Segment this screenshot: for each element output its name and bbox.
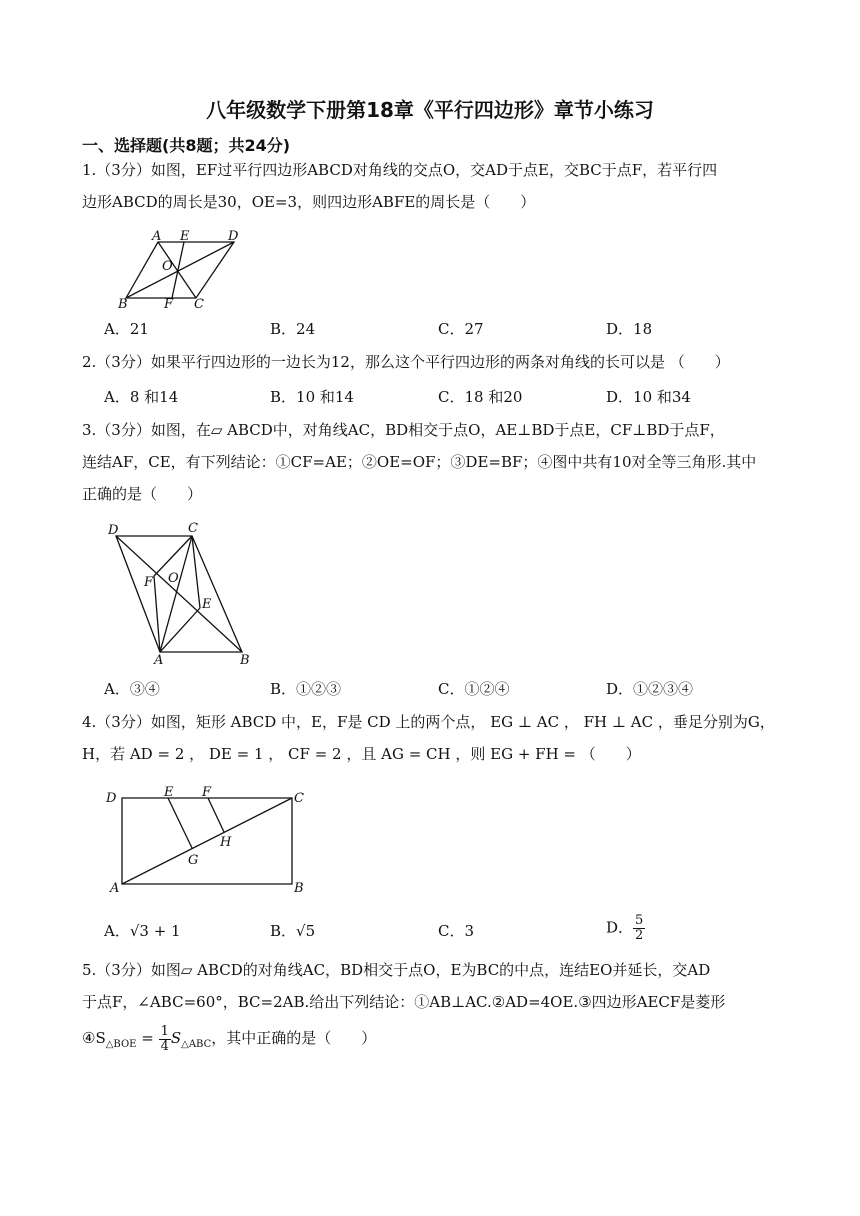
q3-label-c: C xyxy=(188,521,198,536)
q3-option-d[interactable]: D．①②③④ xyxy=(606,680,694,698)
segment-af xyxy=(154,576,160,652)
fraction-denominator: 2 xyxy=(635,928,644,943)
q3-label-d: D xyxy=(108,523,119,538)
q1-option-a[interactable]: A．21 xyxy=(104,320,149,338)
q3-label-b: B xyxy=(240,653,250,666)
q4-option-d-prefix: D． xyxy=(606,918,634,937)
q4-option-b[interactable]: B．√5 xyxy=(270,922,316,940)
q2-option-a[interactable]: A．8 和14 xyxy=(104,388,179,406)
q3-label-o: O xyxy=(168,571,179,586)
q1-figure xyxy=(112,226,252,310)
diagonal-ac xyxy=(122,798,292,884)
q5-equals: = xyxy=(136,1029,159,1047)
q4-label-b: B xyxy=(294,881,304,896)
q4-figure xyxy=(102,784,322,898)
q1-options xyxy=(104,318,784,342)
q4-options xyxy=(104,913,784,944)
q5-area-s: S xyxy=(170,1029,182,1047)
fraction-one-quarter xyxy=(159,1025,171,1054)
fraction-numerator: 5 xyxy=(635,913,644,928)
q1-label-f: F xyxy=(164,297,174,310)
q1-option-b[interactable]: B．24 xyxy=(270,320,316,338)
q3-option-c[interactable]: C．①②④ xyxy=(438,680,510,698)
q4-option-a[interactable]: A．√3 + 1 xyxy=(104,922,181,940)
question-5 xyxy=(82,954,782,1061)
q1-label-o: O xyxy=(162,259,173,274)
q1-label-c: C xyxy=(194,297,204,310)
q2-option-b[interactable]: B．10 和14 xyxy=(270,388,354,406)
q1-option-d[interactable]: D．18 xyxy=(606,320,653,338)
q3-option-b[interactable]: B．①②③ xyxy=(270,680,342,698)
q5-subscript-abc: △ABC xyxy=(181,1039,212,1050)
q1-label-b: B xyxy=(118,297,128,310)
q3-label-e: E xyxy=(202,597,212,612)
page-title: 八年级数学下册第18章《平行四边形》章节小练习 xyxy=(206,98,654,122)
q4-line-2: H，若 AD = 2 ， DE = 1 ， CF = 2 ，且 AG = CH ，则 EG + FH = （ ） xyxy=(82,745,641,763)
q5-line-3-suffix: ，其中正确的是（ ） xyxy=(211,1029,377,1047)
question-3 xyxy=(82,414,782,510)
q1-label-d: D xyxy=(228,229,239,244)
segment-eg xyxy=(168,798,192,848)
q5-line-3 xyxy=(82,1022,782,1061)
q3-label-f: F xyxy=(144,575,154,590)
segment-ef xyxy=(172,242,184,298)
q3-line-1: 3.（3分）如图，在▱ ABCD中，对角线AC，BD相交于点O，AE⊥BD于点E，CF⊥BD于点F， xyxy=(82,421,725,439)
q4-label-d: D xyxy=(106,791,117,806)
question-1 xyxy=(82,154,782,218)
q5-line-2: 于点F，∠ABC=60°，BC=2AB.给出下列结论：①AB⊥AC.②AD=4OE.③四边形AECF是菱形 xyxy=(82,993,726,1011)
q1-label-a: A xyxy=(152,229,162,244)
q5-line-3-prefix: ④S xyxy=(82,1029,106,1047)
fraction-denominator: 4 xyxy=(160,1038,169,1054)
q4-option-d[interactable] xyxy=(606,914,645,943)
q4-label-a: A xyxy=(110,881,120,896)
q3-option-a[interactable]: A．③④ xyxy=(104,680,160,698)
q1-label-e: E xyxy=(180,229,190,244)
diagonal-db xyxy=(116,536,242,652)
segment-fh xyxy=(208,798,224,832)
question-4 xyxy=(82,706,782,770)
q3-line-3: 正确的是（ ） xyxy=(82,485,203,503)
q3-figure xyxy=(104,518,264,666)
q4-label-g: G xyxy=(188,853,199,868)
q4-label-f: F xyxy=(202,785,212,800)
q4-label-h: H xyxy=(220,835,232,850)
fraction-numerator: 1 xyxy=(160,1023,169,1039)
q4-label-c: C xyxy=(294,791,304,806)
q4-label-e: E xyxy=(164,785,174,800)
q2-option-c[interactable]: C．18 和20 xyxy=(438,388,523,406)
q3-label-a: A xyxy=(154,653,164,666)
question-2 xyxy=(82,346,782,378)
q1-line-1: 1.（3分）如图，EF过平行四边形ABCD对角线的交点O，交AD于点E，交BC于点F，若平行四 xyxy=(82,161,718,179)
q1-option-c[interactable]: C．27 xyxy=(438,320,484,338)
q3-line-2: 连结AF，CE，有下列结论：①CF=AE；②OE=OF；③DE=BF；④图中共有10对全等三角形.其中 xyxy=(82,453,757,471)
q5-line-1: 5.（3分）如图▱ ABCD的对角线AC，BD相交于点O，E为BC的中点，连结EO并延长，交AD xyxy=(82,961,711,979)
q2-option-d[interactable]: D．10 和34 xyxy=(606,388,691,406)
q5-subscript-boe: △BOE xyxy=(105,1039,137,1050)
q4-line-1: 4.（3分）如图，矩形 ABCD 中，E，F是 CD 上的两个点， EG ⊥ AC ， FH ⊥ AC ，垂足分别为G， xyxy=(82,713,775,731)
section-heading: 一、选择题(共8题；共24分) xyxy=(82,136,291,155)
q4-option-c[interactable]: C．3 xyxy=(438,922,475,940)
fraction-five-halves xyxy=(633,914,645,943)
q1-line-2: 边形ABCD的周长是30，OE=3，则四边形ABFE的周长是（ ） xyxy=(82,193,536,211)
q3-options xyxy=(104,678,784,702)
q2-line-1: 2.（3分）如果平行四边形的一边长为12，那么这个平行四边形的两条对角线的长可以是 （ ） xyxy=(82,353,730,371)
q2-options xyxy=(104,386,784,410)
